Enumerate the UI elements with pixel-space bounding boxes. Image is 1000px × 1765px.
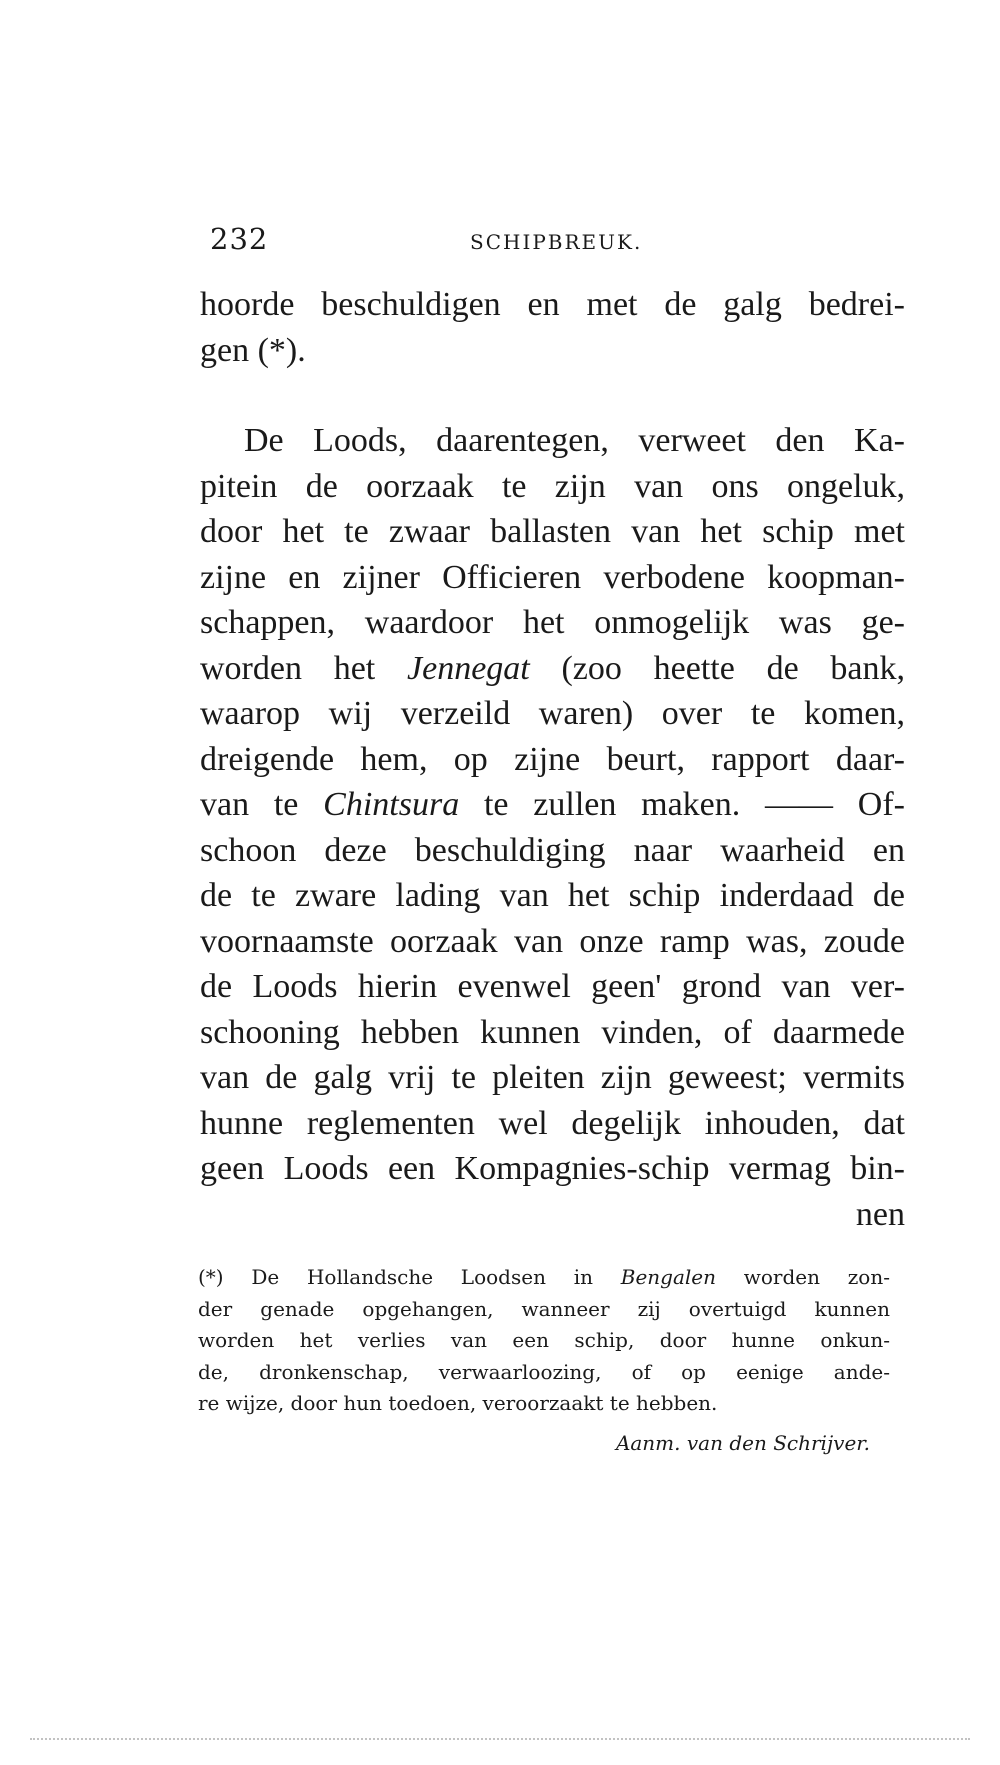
text-line: pitein de oorzaak te zijn van ons ongeluk, <box>200 467 905 505</box>
place-name-bengalen: Bengalen <box>620 1265 717 1289</box>
footnote-line: der genade opgehangen, wanneer zij overtuigd kunnen <box>198 1296 890 1321</box>
text-fragment: worden het <box>200 649 408 687</box>
page-header <box>210 222 890 262</box>
text-fragment: (*) De Hollandsche Loodsen in <box>198 1265 621 1289</box>
place-name-chintsura: Chintsura <box>323 786 460 823</box>
text-line: geen Loods een Kompagnies-schip vermag bin- <box>200 1150 905 1187</box>
footnote-line <box>198 1262 890 1294</box>
footnote <box>198 1262 890 1459</box>
text-fragment: van te <box>200 786 324 823</box>
text-line: De Loods, daarentegen, verweet den Ka- <box>244 422 905 459</box>
main-text <box>200 282 905 1237</box>
place-name-jennegat: Jennegat <box>407 649 530 687</box>
text-line: de Loods hierin evenwel geen' grond van ver- <box>200 968 905 1005</box>
text-line: hoorde beschuldigen en met de galg bedrei- <box>200 286 905 323</box>
catchword: nen <box>855 1195 905 1233</box>
text-line: voornaamste oorzaak van onze ramp was, zoude <box>200 922 905 960</box>
footnote-line: re wijze, door hun toedoen, veroorzaakt te hebben. <box>198 1391 718 1415</box>
text-line <box>200 646 905 692</box>
text-line: hunne reglementen wel degelijk inhouden, dat <box>200 1104 905 1142</box>
text-fragment: te zullen maken. —— Of- <box>459 786 905 823</box>
text-line: dreigende hem, op zijne beurt, rapport daar- <box>200 740 905 778</box>
text-line: van de galg vrij te pleiten zijn geweest; vermits <box>200 1059 905 1096</box>
scan-edge-artifact <box>30 1738 970 1742</box>
text-line <box>200 782 905 828</box>
footnote-attribution: Aanm. van den Schrijver. <box>615 1430 870 1455</box>
text-line: de te zware lading van het schip inderdaad de <box>200 877 905 914</box>
text-fragment: worden zon- <box>716 1265 890 1289</box>
text-line: door het te zwaar ballasten van het schip met <box>200 513 905 550</box>
text-line: schappen, waardoor het onmogelijk was ge- <box>200 604 905 641</box>
running-title: SCHIPBREUK. <box>470 230 643 254</box>
text-line: gen (*). <box>200 331 306 369</box>
text-line: schooning hebben kunnen vinden, of daarmede <box>200 1013 905 1051</box>
text-line: waarop wij verzeild waren) over te komen, <box>200 695 905 732</box>
text-line: zijne en zijner Officieren verbodene koopman- <box>200 558 905 596</box>
footnote-line: de, dronkenschap, verwaarloozing, of op eenige ande- <box>198 1359 890 1384</box>
text-line: schoon deze beschuldiging naar waarheid en <box>200 831 905 869</box>
text-fragment: (zoo heette de bank, <box>529 649 905 687</box>
footnote-line: worden het verlies van een schip, door hunne onkun- <box>198 1328 890 1352</box>
paragraph-gap <box>200 373 905 418</box>
page-number: 232 <box>210 222 269 256</box>
